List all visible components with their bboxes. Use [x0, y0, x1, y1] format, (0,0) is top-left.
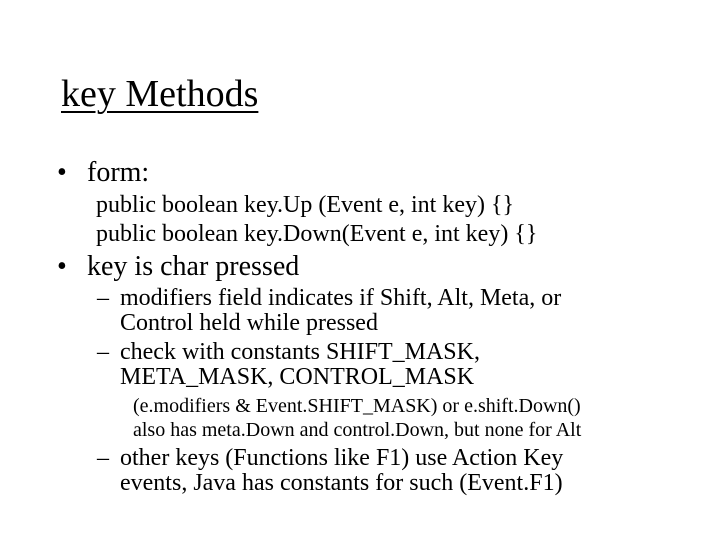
subitem-line: events, Java has constants for such (Event.F1) — [120, 470, 563, 496]
bullet-key-char — [57, 252, 299, 282]
subitem-line: Control held while pressed — [120, 310, 378, 336]
slide-title: key Methods — [61, 73, 259, 115]
dash-icon: – — [97, 339, 109, 365]
bullet-form — [57, 158, 149, 188]
bullet-dot-icon: • — [57, 157, 67, 188]
dash-icon: – — [97, 285, 109, 311]
code-line: public boolean key.Up (Event e, int key) {} — [96, 192, 515, 218]
subitem-other-keys — [97, 446, 563, 496]
note-line: also has meta.Down and control.Down, but none for Alt — [133, 419, 582, 441]
subitem-modifiers — [97, 286, 561, 336]
code-line: public boolean key.Down(Event e, int key) {} — [96, 221, 538, 247]
subitem-line: other keys (Functions like F1) use Action Key — [120, 445, 564, 471]
subitem-line: META_MASK, CONTROL_MASK — [120, 364, 475, 390]
bullet-label: key is char pressed — [87, 251, 300, 282]
subitem-constants — [97, 340, 480, 390]
bullet-dot-icon: • — [57, 251, 67, 282]
subitem-line: check with constants SHIFT_MASK, — [120, 339, 480, 365]
note-line: (e.modifiers & Event.SHIFT_MASK) or e.shift.Down() — [133, 395, 581, 417]
dash-icon: – — [97, 445, 109, 471]
bullet-label: form: — [87, 157, 150, 188]
subitem-line: modifiers field indicates if Shift, Alt, Meta, or — [120, 285, 562, 311]
